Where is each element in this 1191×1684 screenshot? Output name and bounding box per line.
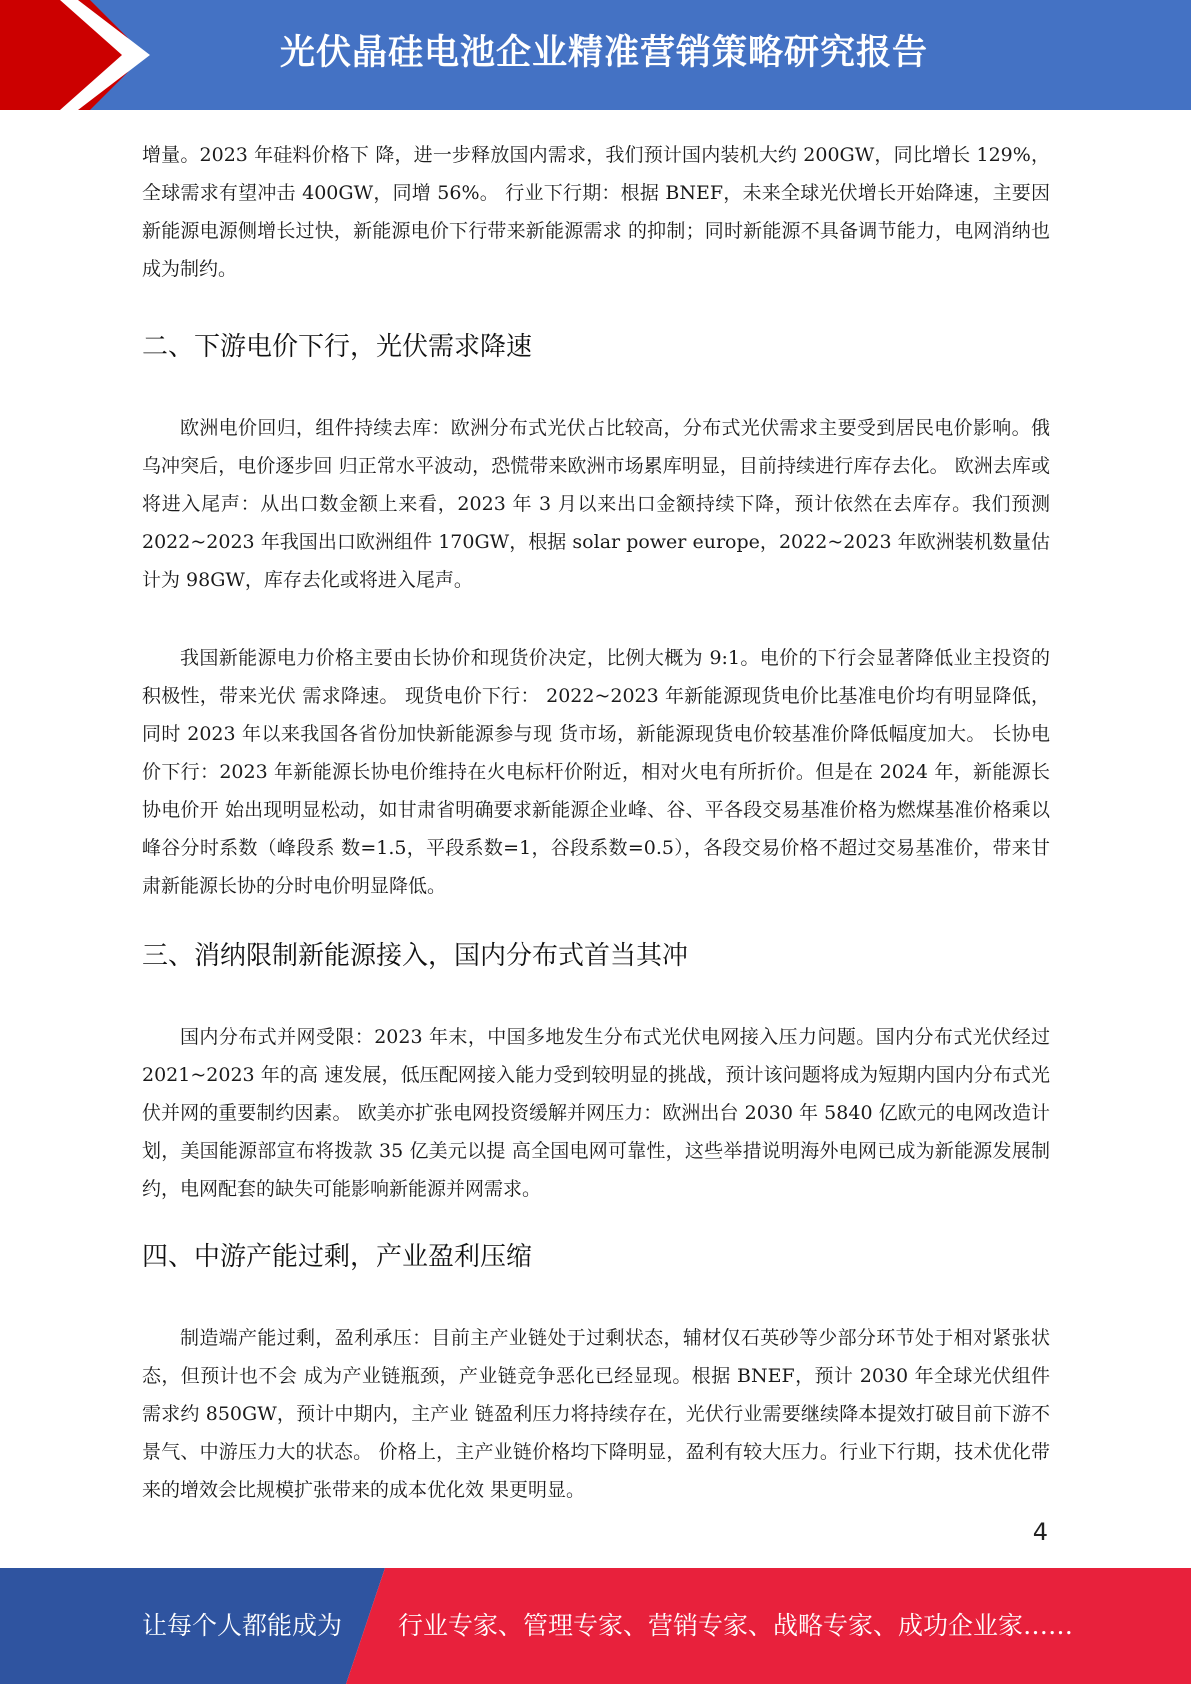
footer-slogan: 让每个人都能成为 <box>142 1611 343 1640</box>
page-number: 4 <box>1032 1518 1048 1546</box>
section-heading-2: 二、下游电价下行，光伏需求降速 <box>142 332 533 362</box>
page-footer <box>0 1568 1191 1684</box>
section-2-paragraph-2: 我国新能源电力价格主要由长协价和现货价决定，比例大概为 9:1。电价的下行会显著降低业主投资的积极性，带来光伏 需求降速。 现货电价下行： 2022~2023 年新能源现货电价比基准电价均有明显降低， 同时 2023 年以来我国各省份加快新能源参与现 货市场，新能源现货电价较基准价降低幅度加大。 长协电价下行：2023 年新能源长协电价维持在火电标杆价附近，相对火电有所折价。但是在 2024 年，新能源长协电价开 始出现明显松动，如甘肃省明确要求新能源企业峰、谷、平各段交易基准价格为燃煤基准价格乘以峰谷分时系数（峰段系 数=1.5，平段系数=1，谷段系数=0.5），各段交易价格不超过交易基准价，带来甘肃新能源长协的分时电价明显降低。 <box>142 647 1050 897</box>
section-4-paragraph-1: 制造端产能过剩，盈利承压：目前主产业链处于过剩状态，辅材仅石英砂等少部分环节处于相对紧张状态，但预计也不会 成为产业链瓶颈，产业链竞争恶化已经显现。根据 BNEF，预计 2030 年全球光伏组件需求约 850GW，预计中期内，主产业 链盈利压力将持续存在，光伏行业需要继续降本提效打破目前下游不景气、中游压力大的状态。 价格上，主产业链价格均下降明显，盈利有较大压力。行业下行期，技术优化带来的增效会比规模扩张带来的成本优化效 果更明显。 <box>142 1327 1050 1501</box>
section-heading-3: 三、消纳限制新能源接入，国内分布式首当其冲 <box>142 941 689 971</box>
header-arrow-decoration <box>0 0 300 110</box>
section-heading-4: 四、中游产能过剩，产业盈利压缩 <box>142 1242 533 1272</box>
footer-roles: 行业专家、管理专家、营销专家、战略专家、成功企业家…… <box>398 1611 1074 1640</box>
report-body <box>142 136 1050 1509</box>
intro-paragraph: 增量。2023 年硅料价格下 降，进一步释放国内需求，我们预计国内装机大约 200GW，同比增长 129%，全球需求有望冲击 400GW，同增 56%。 行业下行期：根据 BNEF，未来全球光伏增长开始降速，主要因新能源电源侧增长过快，新能源电价下行带来新能源需求 的抑制；同时新能源不具备调节能力，电网消纳也成为制约。 <box>142 144 1050 280</box>
section-2-paragraph-1: 欧洲电价回归，组件持续去库：欧洲分布式光伏占比较高，分布式光伏需求主要受到居民电价影响。俄乌冲突后，电价逐步回 归正常水平波动，恐慌带来欧洲市场累库明显，目前持续进行库存去化。 欧洲去库或将进入尾声：从出口数金额上来看，2023 年 3 月以来出口金额持续下降，预计依然在去库存。我们预测 2022~2023 年我国出口欧洲组件 170GW，根据 solar power europe，2022~2023 年欧洲装机数量估计为 98GW，库存去化或将进入尾声。 <box>142 417 1050 591</box>
report-title: 光伏晶硅电池企业精准营销策略研究报告 <box>280 33 929 73</box>
section-3-paragraph-1: 国内分布式并网受限：2023 年末，中国多地发生分布式光伏电网接入压力问题。国内分布式光伏经过 2021~2023 年的高 速发展，低压配网接入能力受到较明显的挑战，预计该问题将成为短期内国内分布式光伏并网的重要制约因素。 欧美亦扩张电网投资缓解并网压力：欧洲出台 2030 年 5840 亿欧元的电网改造计划，美国能源部宣布将拨款 35 亿美元以提 高全国电网可靠性，这些举措说明海外电网已成为新能源发展制约，电网配套的缺失可能影响新能源并网需求。 <box>142 1026 1050 1200</box>
page-header <box>0 0 1191 110</box>
